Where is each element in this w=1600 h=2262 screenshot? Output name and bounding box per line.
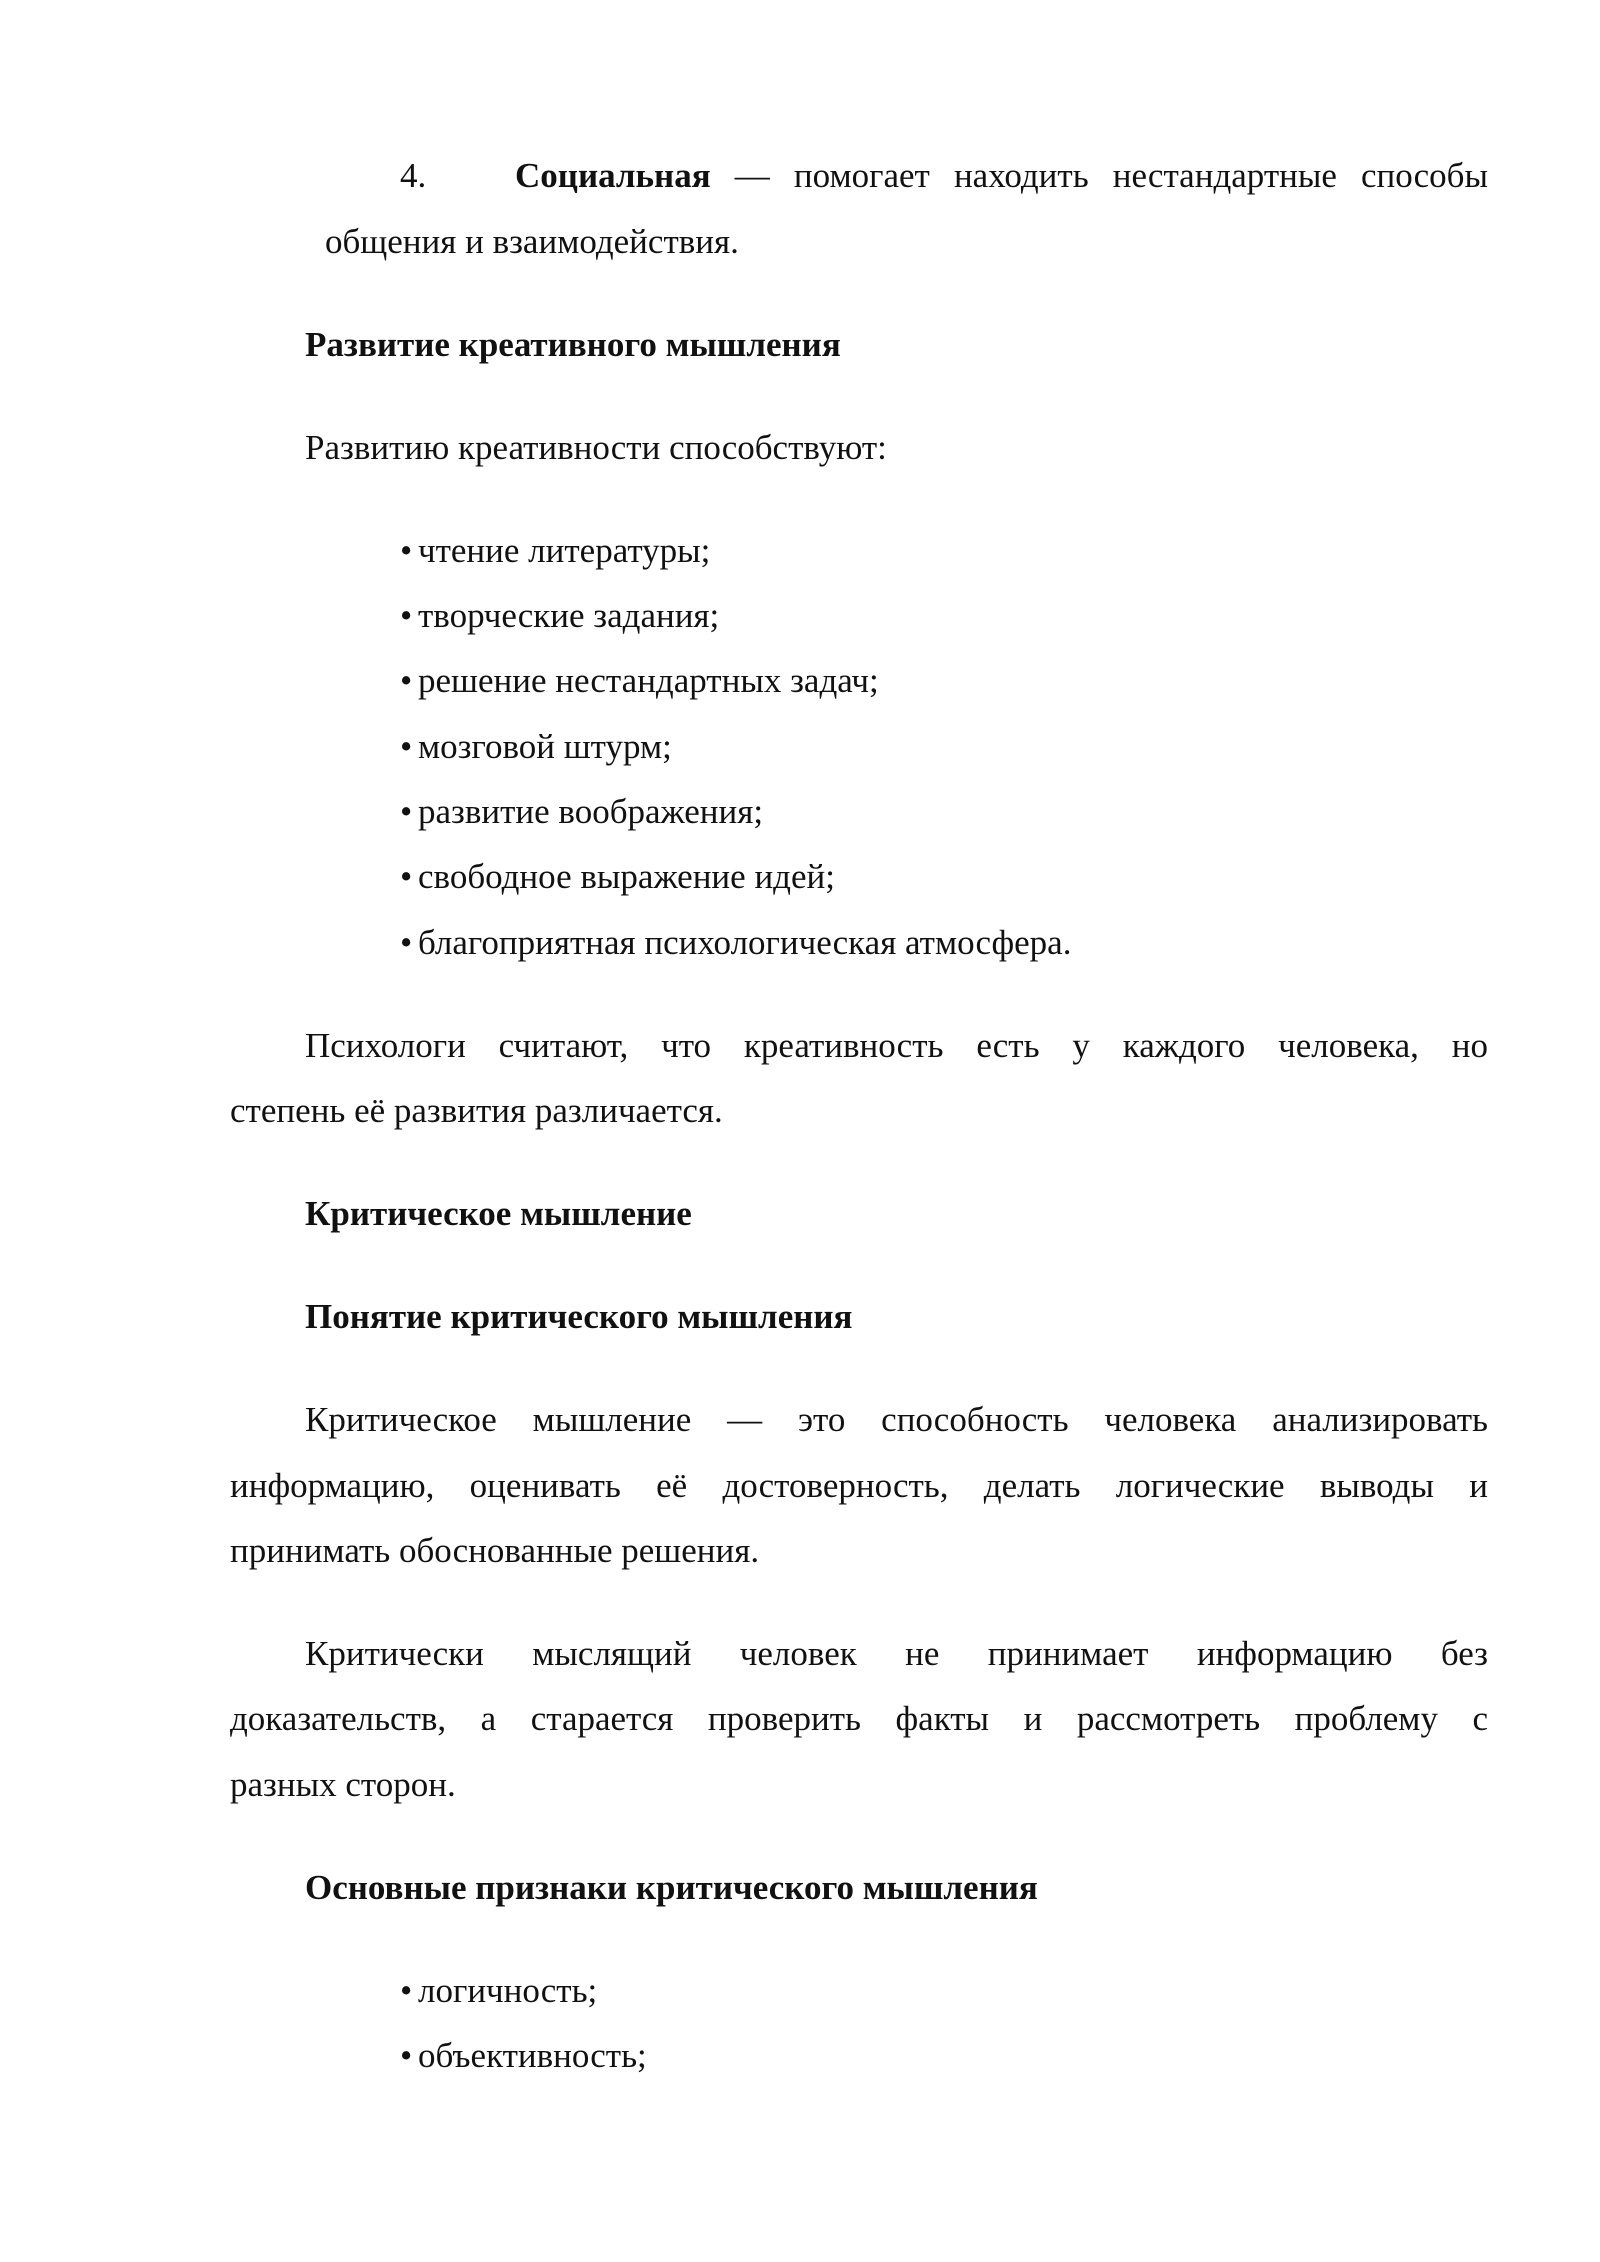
bullet-icon: • [400,792,413,831]
item4-line2: общения и взаимодействия. [325,222,739,261]
item4-line1 [515,143,1488,209]
thinker-para-line1: Критически мыслящий человек не принимает информацию без [305,1634,1488,1673]
thinker-para-line2: доказательств, а старается проверить факты и рассмотреть проблему с [230,1699,1488,1738]
list-item: • творческие задания; [400,583,719,649]
def-para-line2: информацию, оценивать её достоверность, делать логические выводы и [230,1466,1488,1505]
item4-term: Социальная [515,156,711,195]
list-number-4: 4. [400,156,427,195]
bullet-icon: • [400,596,413,635]
list-item: • логичность; [400,1958,597,2024]
item4-rest: — помогает находить нестандартные способы [734,156,1489,195]
list-item: • развитие воображения; [400,779,763,845]
creative-intro: Развитию креативности способствуют: [305,428,887,467]
psych-para-line1: Психологи считают, что креативность есть у каждого человека, но [305,1026,1488,1065]
heading-critical-thinking: Критическое мышление [305,1194,692,1233]
heading-critical-concept: Понятие критического мышления [305,1297,853,1336]
heading-creative-development: Развитие креативного мышления [305,325,841,364]
psych-para-line2: степень её развития различается. [230,1091,723,1130]
bullet-icon: • [400,531,413,570]
list-item: • благоприятная психологическая атмосфера. [400,910,1071,976]
list-item: • решение нестандартных задач; [400,648,879,714]
bullet-icon: • [400,923,413,962]
def-para-line3: принимать обоснованные решения. [230,1531,760,1570]
list-item: • чтение литературы; [400,518,710,584]
bullet-icon: • [400,857,413,896]
bullet-icon: • [400,661,413,700]
list-item: • свободное выражение идей; [400,844,835,910]
bullet-icon: • [400,2036,413,2075]
def-para-line1: Критическое мышление — это способность человека анализировать [305,1400,1488,1439]
heading-critical-signs: Основные признаки критического мышления [305,1868,1038,1907]
bullet-icon: • [400,1971,413,2010]
thinker-para-line3: разных сторон. [230,1765,456,1804]
list-item: • объективность; [400,2023,647,2089]
bullet-icon: • [400,727,413,766]
list-item: • мозговой штурм; [400,714,672,780]
